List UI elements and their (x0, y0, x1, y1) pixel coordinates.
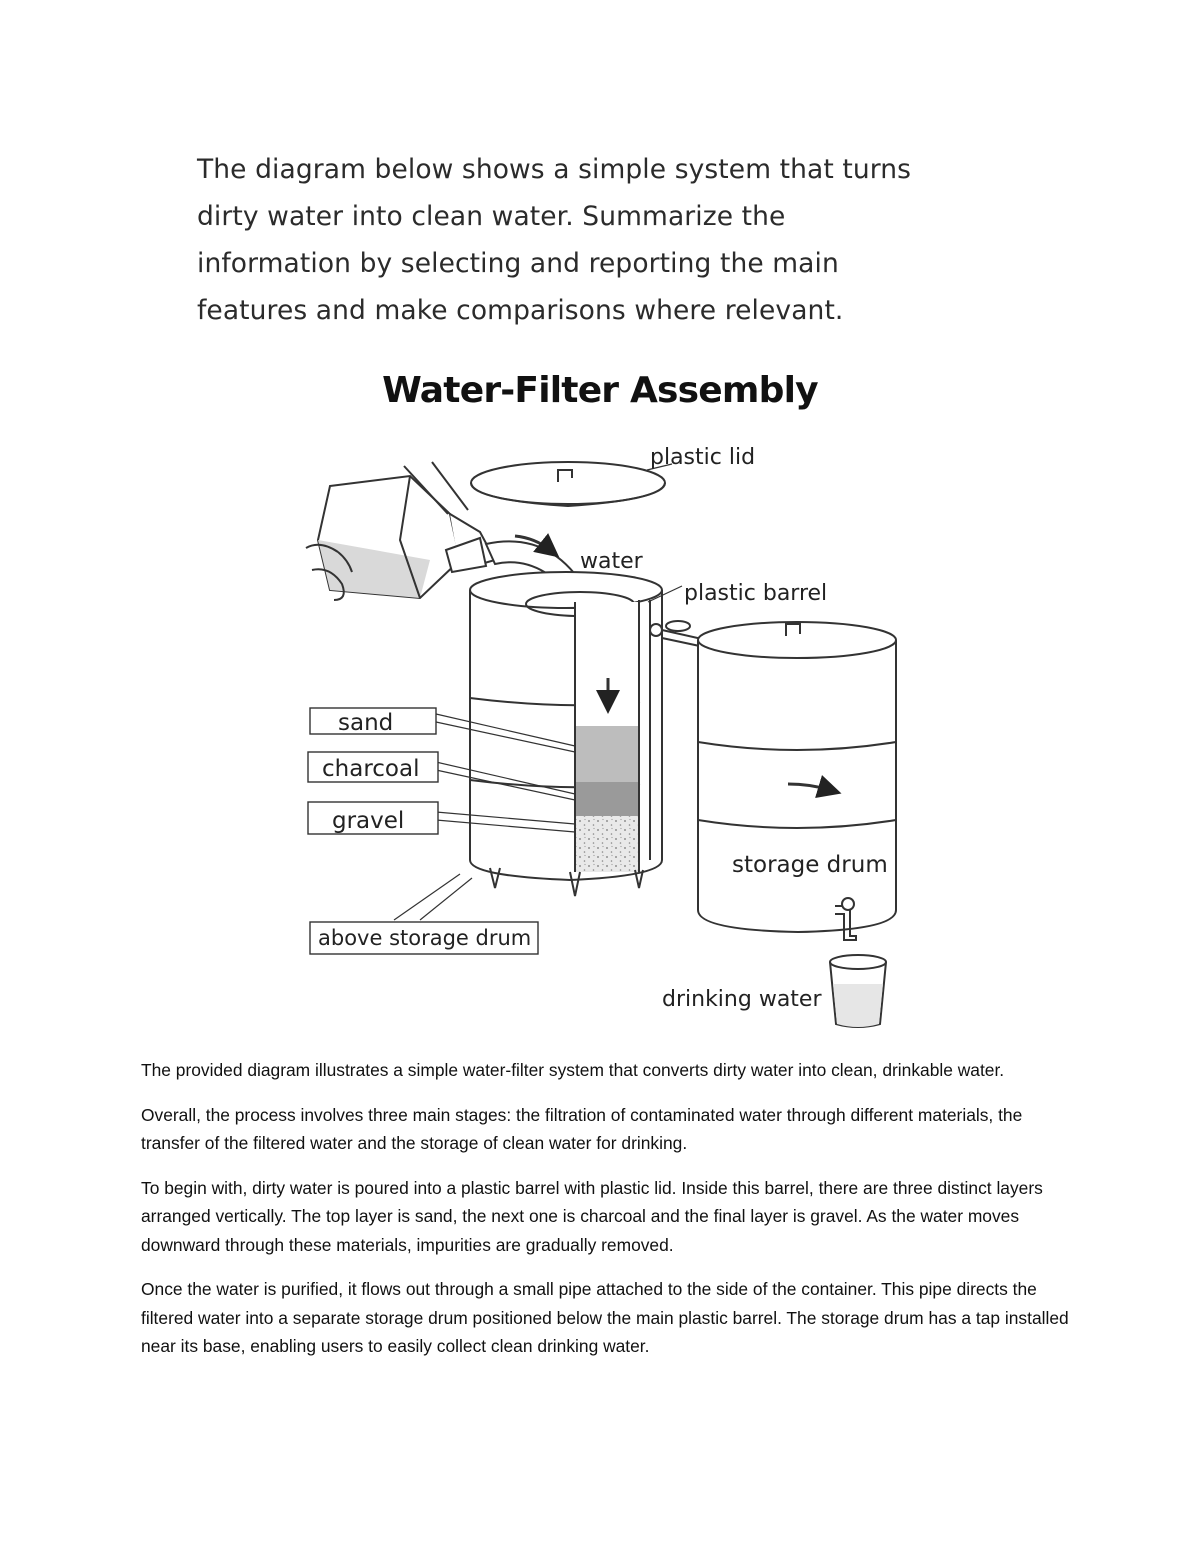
label-storage-drum: storage drum (732, 852, 888, 878)
prompt-line: information by selecting and reporting the main (197, 248, 839, 279)
prompt-line: The diagram below shows a simple system that turns (197, 154, 912, 185)
label-water: water (580, 549, 643, 574)
answer-paragraph: Overall, the process involves three main stages: the filtration of contaminated water through different materials, the transfer of the filtered water and the storage of clean water for drinking. (141, 1104, 1023, 1153)
label-gravel: gravel (332, 808, 405, 834)
label-charcoal: charcoal (322, 756, 420, 782)
prompt-line: dirty water into clean water. Summarize the (197, 201, 786, 232)
diagram-title: Water-Filter Assembly (382, 370, 818, 411)
label-above-storage-drum: above storage drum (318, 926, 532, 950)
prompt-line: features and make comparisons where relevant. (197, 295, 844, 326)
task-prompt (197, 146, 1017, 334)
label-plastic-barrel: plastic barrel (684, 581, 828, 606)
essay-answer (141, 1056, 1071, 1377)
answer-paragraph: The provided diagram illustrates a simple water-filter system that converts dirty water into clean, drinkable water. (141, 1060, 1005, 1080)
label-sand: sand (338, 710, 394, 736)
answer-paragraph: Once the water is purified, it flows out through a small pipe attached to the side of the container. This pipe directs the filtered water into a separate storage drum positioned below the main plastic barrel. The storage drum has a tap installed near its base, enabling users to easily collect clean drinking water. (141, 1279, 1069, 1356)
drinking-glass (830, 955, 886, 1027)
water-filter-diagram (290, 440, 910, 1040)
plastic-lid (471, 462, 665, 506)
label-plastic-lid: plastic lid (650, 445, 756, 470)
plastic-barrel (470, 572, 662, 896)
label-drinking-water: drinking water (662, 987, 822, 1012)
water-jug (306, 462, 495, 600)
storage-drum (698, 622, 896, 940)
answer-paragraph: To begin with, dirty water is poured into a plastic barrel with plastic lid. Inside this barrel, there are three distinct layers arranged vertically. The top layer is sand, the next one is charcoal and the final layer is gravel. As the water moves downward through these materials, impurities are gradually removed. (141, 1177, 1043, 1255)
